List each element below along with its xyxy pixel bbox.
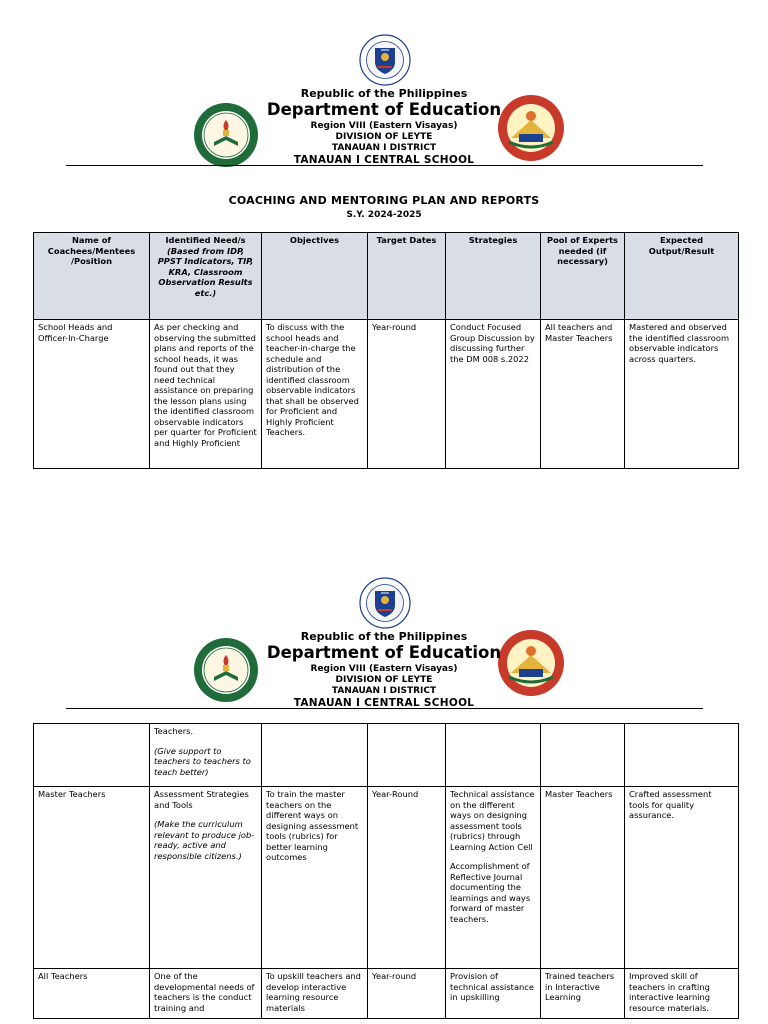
department-title: Department of Education [266,100,502,119]
row3-dates: Year-round [368,969,446,1019]
row1-objectives: To discuss with the school heads and teacher-in-charge the schedule and distribution of the identified classroom observable indicators that shall be observed for Proficient and Highly Proficient Teachers. [262,320,368,469]
header-objectives: Objectives [262,233,368,320]
row1-experts: All teachers and Master Teachers [541,320,625,469]
district-text: TANAUAN I DISTRICT [331,686,437,696]
row1-cont-output [625,724,739,787]
row1-cont-needs [150,724,262,787]
table-row [34,787,739,969]
table-header-row [34,233,739,320]
header-needs-hint: (Based from IDP, PPST Indicators, TIP, KRA, Classroom Observation Results etc.) [157,245,254,298]
row1-cont-name [34,724,150,787]
row1-output: Mastered and observed the identified classroom observable indicators across quarters. [625,320,739,469]
table-row [34,969,739,1019]
header-dates: Target Dates [368,233,446,320]
row2-strategies-text: Technical assistance on the different ways on designing assessment tools (rubrics) through Learning Action Cell [450,789,535,852]
row1-cont-dates [368,724,446,787]
table-row [34,724,739,787]
page-2 [0,540,768,1024]
school-name: TANAUAN I CENTRAL SCHOOL [293,697,475,709]
row1-name: School Heads and Officer-In-Charge [34,320,150,469]
row3-objectives: To upskill teachers and develop interactive learning resource materials [262,969,368,1019]
plan-table [33,232,739,469]
district-text: TANAUAN I DISTRICT [331,143,437,153]
row2-name: Master Teachers [34,787,150,969]
republic-text: Republic of the Philippines [300,630,468,643]
table-row [34,320,739,469]
row2-strategies [446,787,541,969]
row2-objectives: To train the master teachers on the different ways on designing assessment tools (rubrics) for better learning outcomes [262,787,368,969]
deped-seal-logo [359,34,411,86]
row2-needs-text: Assessment Strategies and Tools [154,789,249,810]
row2-needs-note: (Make the curriculum relevant to produce job-ready, active and responsible citizens.) [154,819,255,861]
row3-strategies: Provision of technical assistance in upskilling [446,969,541,1019]
school-year: S.Y. 2024-2025 [346,210,422,220]
row2-output: Crafted assessment tools for quality assurance. [625,787,739,969]
row2-experts: Master Teachers [541,787,625,969]
page-1 [0,0,768,500]
document-title: COACHING AND MENTORING PLAN AND REPORTS [228,194,540,207]
letterhead [234,631,534,710]
row3-experts: Trained teachers in Interactive Learning [541,969,625,1019]
row2-dates: Year-Round [368,787,446,969]
division-text: DIVISION OF LEYTE [335,132,433,142]
row1-dates: Year-round [368,320,446,469]
deped-seal-logo [359,577,411,629]
row2-needs [150,787,262,969]
header-needs [150,233,262,320]
header-name: Name of Coachees/Mentees /Position [34,233,150,320]
region-text: Region VIII (Eastern Visayas) [310,664,458,674]
row1-cont-experts [541,724,625,787]
region-text: Region VIII (Eastern Visayas) [310,121,458,131]
row1-cont-needs-text: Teachers. [154,726,194,736]
row3-output: Improved skill of teachers in crafting interactive learning resource materials. [625,969,739,1019]
row1-cont-objectives [262,724,368,787]
header-needs-label: Identified Need/s [165,235,246,245]
row1-strategies: Conduct Focused Group Discussion by discussing further the DM 008 s.2022 [446,320,541,469]
row1-cont-strategies [446,724,541,787]
row3-needs: One of the developmental needs of teachers is the conduct training and [150,969,262,1019]
division-text: DIVISION OF LEYTE [335,675,433,685]
header-divider [66,165,703,166]
row2-strategies-text-2: Accomplishment of Reflective Journal documenting the learnings and ways forward of master teachers. [450,861,531,924]
row1-needs: As per checking and observing the submitted plans and reports of the school heads, it was found out that they need technical assistance on preparing the lesson plans using the identified classroom observable indicators per quarter for Proficient and Highly Proficient [150,320,262,469]
republic-text: Republic of the Philippines [300,87,468,100]
plan-table-continued [33,723,739,1019]
header-output: Expected Output/Result [625,233,739,320]
row1-cont-needs-note: (Give support to teachers to teachers to teach better) [154,745,251,777]
header-strategies: Strategies [446,233,541,320]
header-experts: Pool of Experts needed (if necessary) [541,233,625,320]
school-name: TANAUAN I CENTRAL SCHOOL [293,154,475,166]
department-title: Department of Education [266,643,502,662]
row3-name: All Teachers [34,969,150,1019]
letterhead [234,88,534,167]
header-divider [66,708,703,709]
